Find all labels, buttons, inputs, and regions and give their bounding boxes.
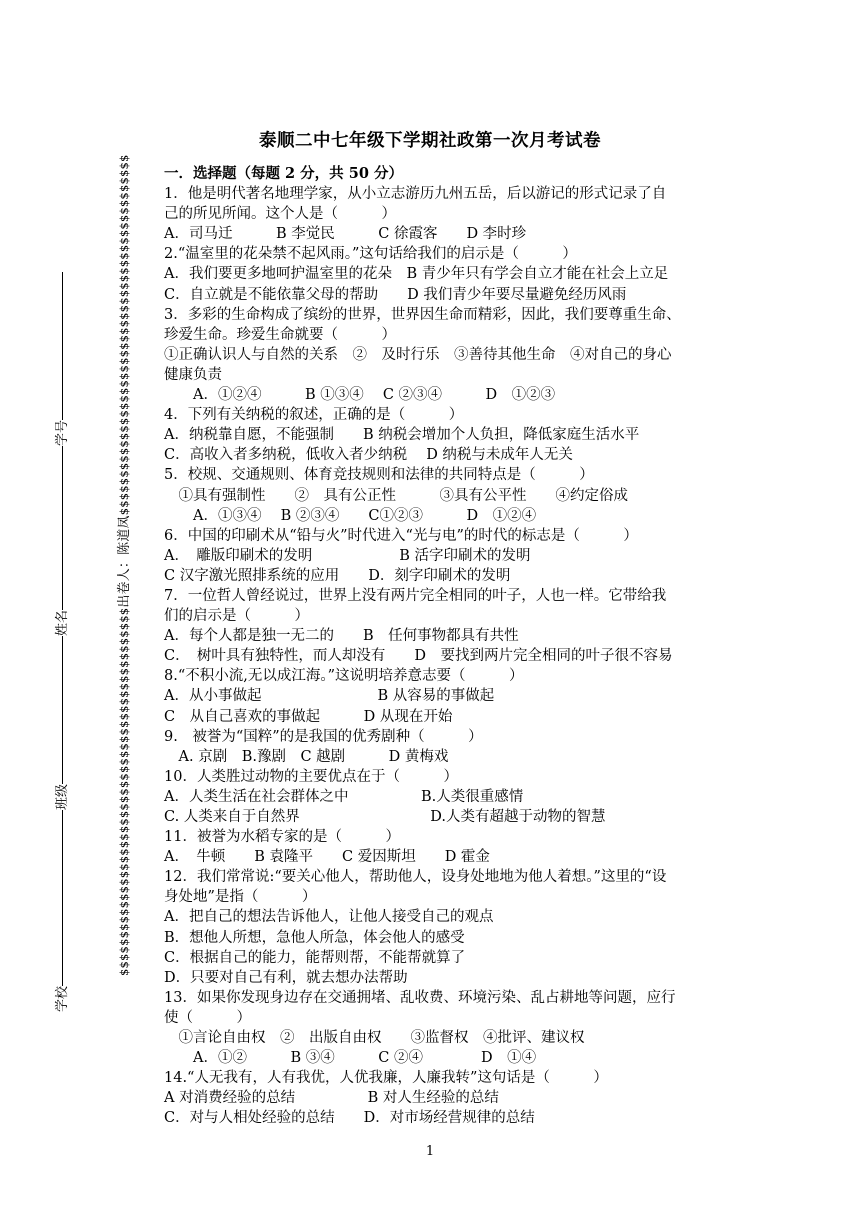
option-line: A．①③④ B ②③④ C①②③ D ①②④ xyxy=(164,507,537,524)
question-line: 使（ ） xyxy=(164,1009,251,1026)
option-line: C．根据自己的能力，能帮则帮，不能帮就算了 xyxy=(164,949,466,966)
question-line: 11．被誉为水稻专家的是（ ） xyxy=(164,829,400,846)
option-line: D．只要对自己有利，就去想办法帮助 xyxy=(164,969,408,986)
option-line: C． 树叶具有独特性，而人却没有 D 要找到两片完全相同的叶子很不容易 xyxy=(164,648,673,665)
option-line: A．人类生活在社会群体之中 B.人类很重感情 xyxy=(164,788,524,805)
section-heading: 一．选择题（每题 2 分，共 50 分） xyxy=(164,165,403,182)
option-line: A．①②④ B ①③④ C ②③④ D ①②③ xyxy=(164,387,556,404)
binding-margin xyxy=(0,0,150,1215)
seal-dollars-lower: $$$$$$$$$$$$$$$$$$$$$$$$$$$$$$$$$$$$$$$$$$$$$$$$$ xyxy=(117,607,131,976)
option-line: A． 牛顿 B 袁隆平 C 爱因斯坦 D 霍金 xyxy=(164,849,490,866)
question-line: 5．校规、交通规则、体育竞技规则和法律的共同特点是（ ） xyxy=(164,467,594,484)
seal-line xyxy=(117,154,132,976)
question-line: 1．他是明代著名地理学家，从小立志游历九州五岳，后以游记的形式记录了自 xyxy=(164,186,667,203)
option-line: B．想他人所想，急他人所急，体会他人的感受 xyxy=(164,929,465,946)
option-line: C．自立就是不能依靠父母的帮助 D 我们青少年要尽量避免经历风雨 xyxy=(164,286,627,303)
option-line: A．我们要更多地呵护温室里的花朵 B 青少年只有学会自立才能在社会上立足 xyxy=(164,266,669,283)
question-line: 6．中国的印刷术从“铅与火”时代进入“光与电”的时代的标志是（ ） xyxy=(164,527,638,544)
number-label: 学号 xyxy=(55,419,70,446)
option-line: C．对与人相处经验的总结 D．对市场经营规律的总结 xyxy=(164,1110,535,1127)
statement-line: ①言论自由权 ② 出版自由权 ③监督权 ④批评、建议权 xyxy=(164,1030,585,1047)
option-line: C 从自己喜欢的事做起 D 从现在开始 xyxy=(164,708,453,725)
statement-line: 健康负责 xyxy=(164,366,222,383)
question-line: 身处地”是指（ ） xyxy=(164,889,317,906)
option-line: C．高收入者多纳税，低收入者少纳税 D 纳税与未成年人无关 xyxy=(164,447,573,464)
question-line: 4．下列有关纳税的叙述，正确的是（ ） xyxy=(164,407,464,424)
exam-title: 泰顺二中七年级下学期社政第一次月考试卷 xyxy=(259,131,601,151)
name-label: 姓名 xyxy=(55,609,70,636)
question-line: 己的所见所闻。这个人是（ ） xyxy=(164,206,396,223)
statement-line: ①具有强制性 ② 具有公正性 ③具有公平性 ④约定俗成 xyxy=(164,487,628,504)
option-line: A．①② B ③④ C ②④ D ①④ xyxy=(164,1050,537,1067)
question-line: 8.“不积小流,无以成江海。”这说明培养意志要（ ） xyxy=(164,668,524,685)
option-line: A．把自己的想法告诉他人，让他人接受自己的观点 xyxy=(164,909,494,926)
student-info-fields xyxy=(55,272,71,1012)
question-line: 珍爱生命。珍爱生命就要（ ） xyxy=(164,326,396,343)
option-line: A． 雕版印刷术的发明 B 活字印刷术的发明 xyxy=(164,547,531,564)
question-line: 7．一位哲人曾经说过，世界上没有两片完全相同的叶子，人也一样。它带给我 xyxy=(164,587,667,604)
option-line: C 汉字激光照排系统的应用 D．刻字印刷术的发明 xyxy=(164,567,511,584)
school-label: 学校 xyxy=(55,985,70,1012)
option-line: A．纳税靠自愿，不能强制 B 纳税会增加个人负担，降低家庭生活水平 xyxy=(164,427,640,444)
seal-dollars-upper: $$$$$$$$$$$$$$$$$$$$$$$$$$$$$$$$$$$$$$$$$$$$$$$$ xyxy=(117,154,131,516)
question-line: 3．多彩的生命构成了缤纷的世界，世界因生命而精彩，因此，我们要尊重生命、 xyxy=(164,306,681,323)
option-line: A. 京剧 B.豫剧 C 越剧 D 黄梅戏 xyxy=(164,748,449,765)
option-line: A．司马迁 B 李觉民 C 徐霞客 D 李时珍 xyxy=(164,226,527,243)
option-line: A．每个人都是独一无二的 B 任何事物都具有共性 xyxy=(164,628,519,645)
question-line: 10．人类胜过动物的主要优点在于（ ） xyxy=(164,768,458,785)
question-line: 13．如果你发现身边存在交通拥堵、乱收费、环境污染、乱占耕地等问题，应行 xyxy=(164,989,676,1006)
option-line: C. 人类来自于自然界 D.人类有超越于动物的智慧 xyxy=(164,809,606,825)
class-line xyxy=(62,636,63,784)
question-line: 2.“温室里的花朵禁不起风雨。”这句话给我们的启示是（ ） xyxy=(164,246,577,263)
class-label: 班级 xyxy=(55,783,70,810)
question-line: 们的启示是（ ） xyxy=(164,608,309,625)
page-number: 1 xyxy=(425,1144,435,1159)
option-line: A．从小事做起 B 从容易的事做起 xyxy=(164,688,495,705)
question-line: 14.“人无我有，人有我优，人优我廉，人廉我转”这句话是（ ） xyxy=(164,1070,608,1087)
question-content xyxy=(164,164,784,1129)
name-line xyxy=(62,446,63,610)
option-line: A 对消费经验的总结 B 对人生经验的总结 xyxy=(164,1090,499,1107)
question-line: 12．我们常常说:“要关心他人，帮助他人，设身处地地为他人着想。”这里的“设 xyxy=(164,869,667,886)
examiner-label: 出卷人：陈道凤 xyxy=(117,515,132,608)
question-line: 9. 被誉为“国粹”的是我国的优秀剧种（ ） xyxy=(164,728,483,745)
school-line xyxy=(62,810,63,986)
number-line xyxy=(62,272,63,420)
statement-line: ①正确认识人与自然的关系 ② 及时行乐 ③善待其他生命 ④对自己的身心 xyxy=(164,346,672,363)
